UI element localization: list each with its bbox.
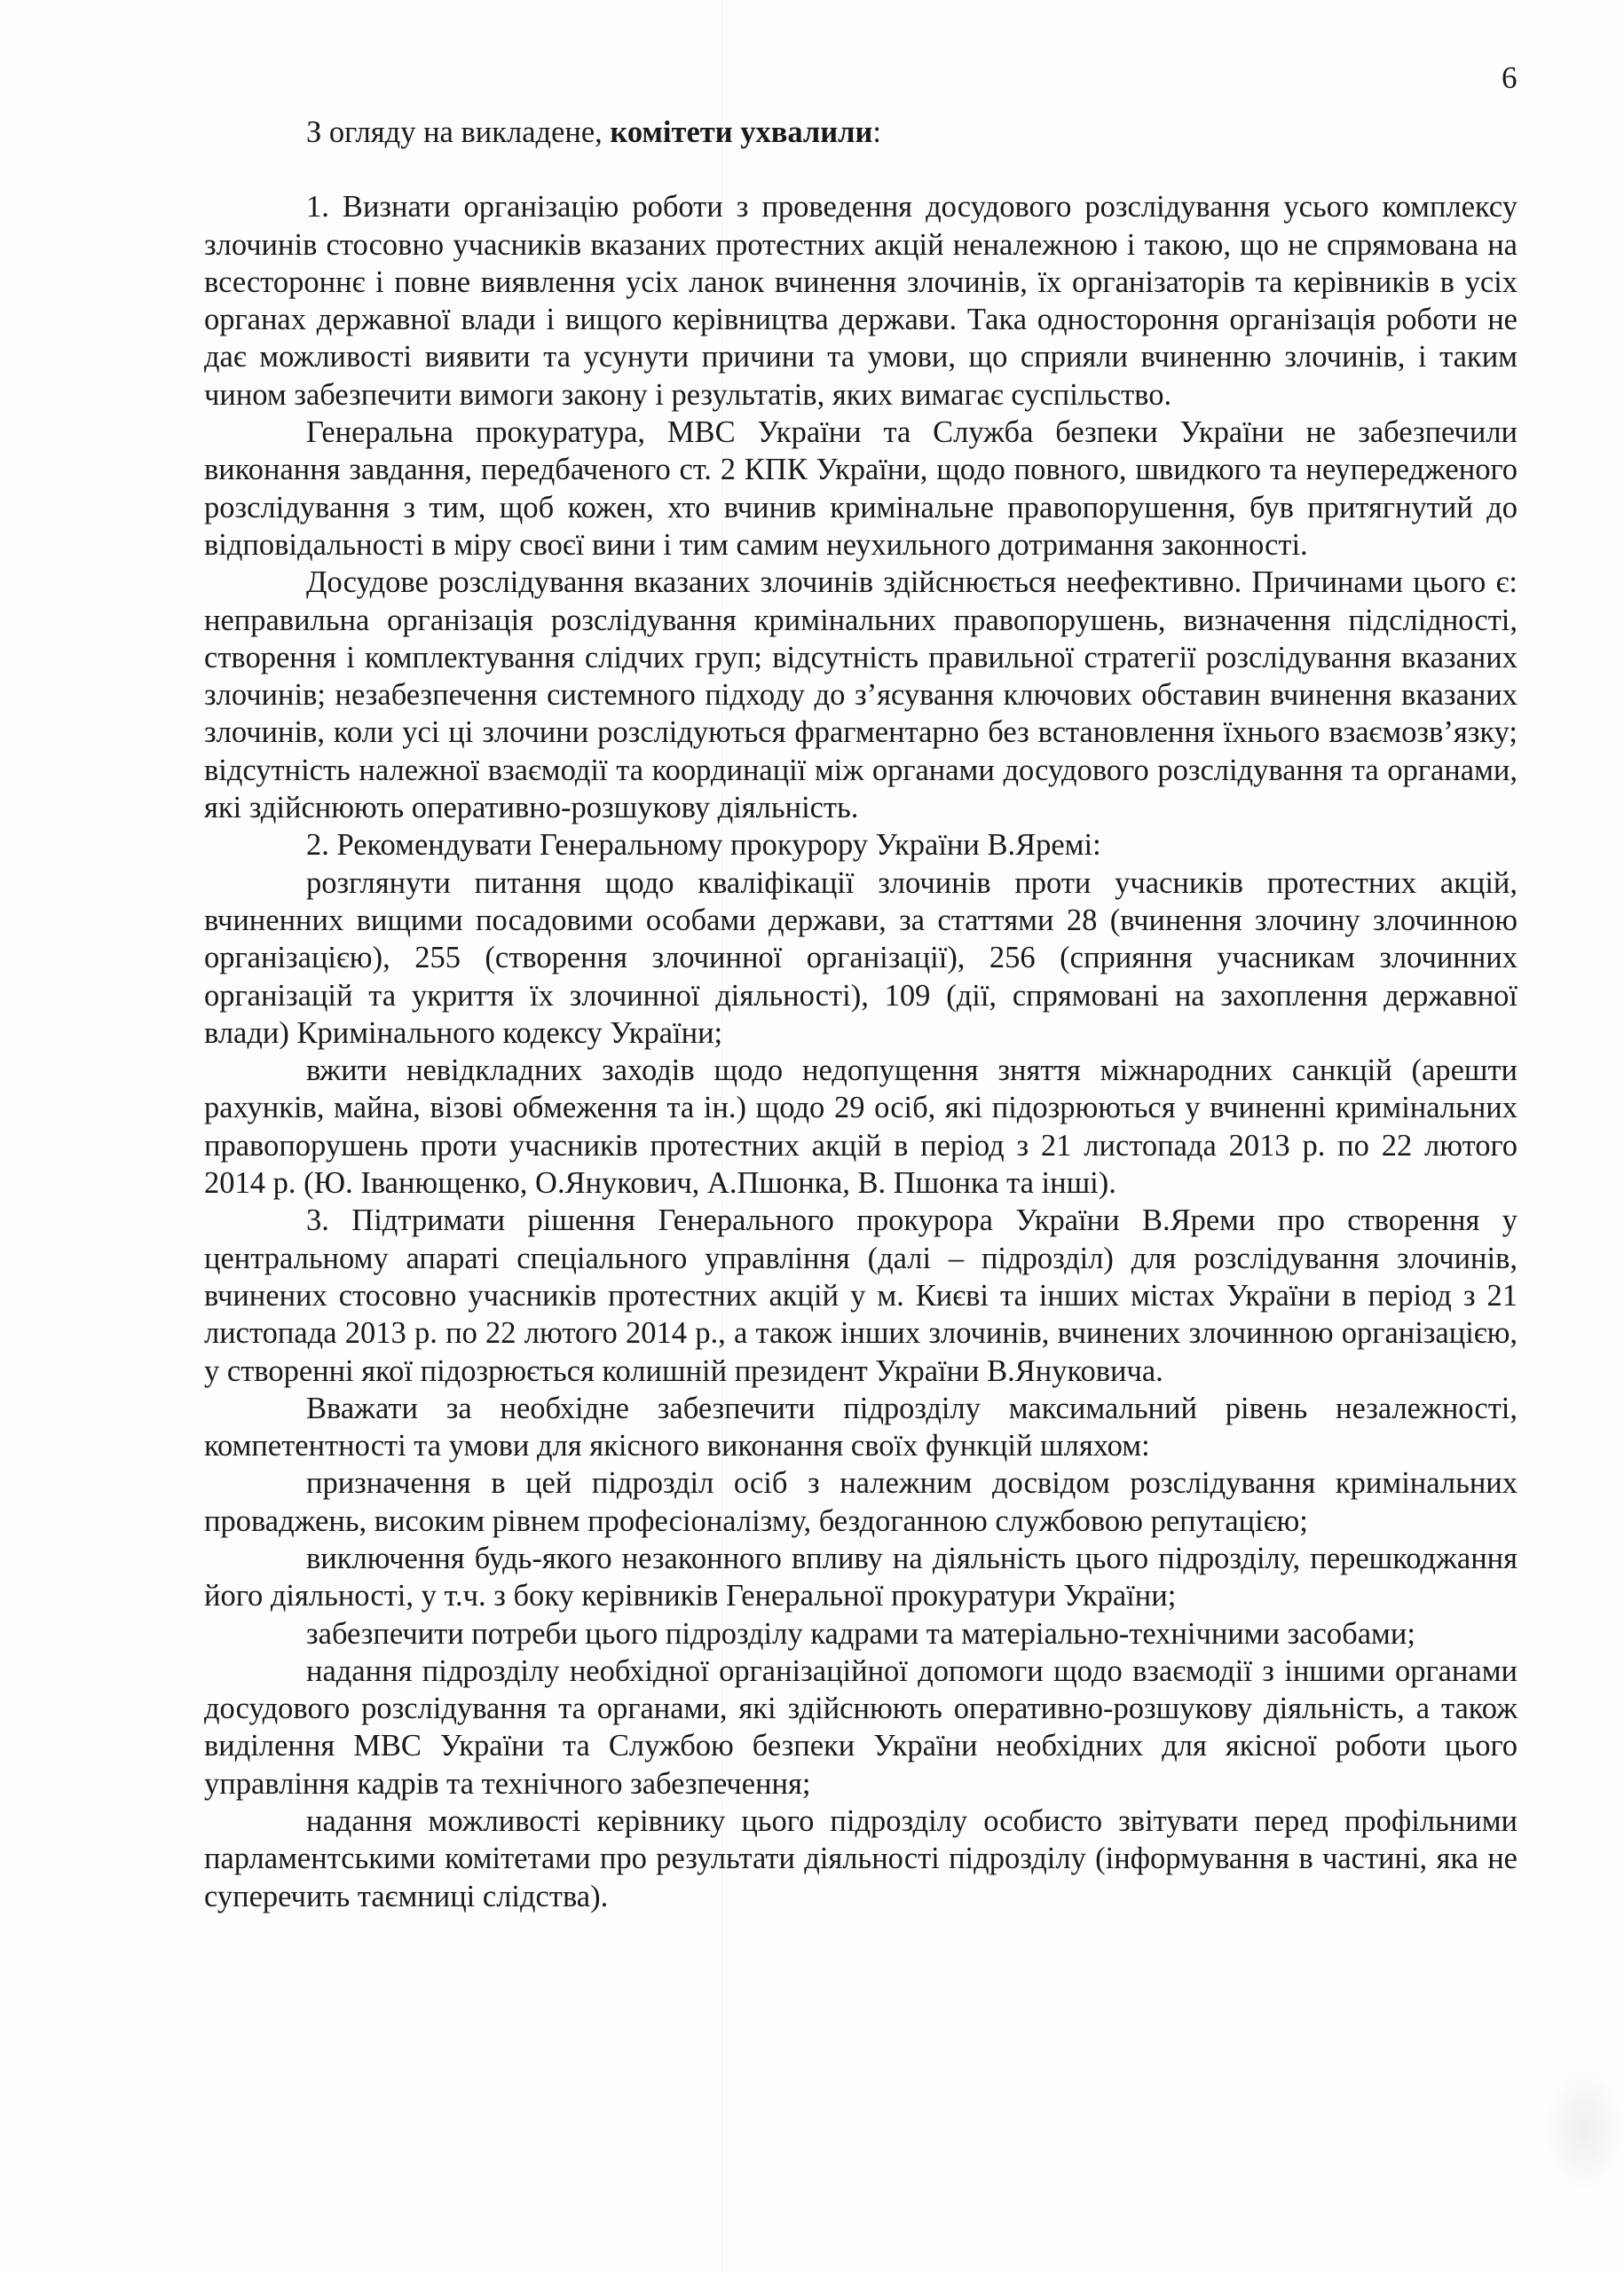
paragraph-item-1: 1. Визнати організацію роботи з проведення досудового розслідування усього комплексу злочинів стосовно учасників вказаних протестних акцій неналежною і такою, що не спрямована на всестороннє і повне виявлення усіх ланок вчинення злочинів, їх організаторів та керівників в усіх органах державної влади і вищого керівництва держави. Така одностороння організація роботи не дає можливості виявити та усунути причини та умови, що сприяли вчиненню злочинів, і таким чином забезпечити вимоги закону і результатів, яких вимагає суспільство. bbox=[204, 190, 1518, 412]
paragraph-ineffective-investigation: Досудове розслідування вказаних злочинів здійснюється неефективно. Причинами цього є: неправильна організація розслідування кримінальних правопорушень, визначення підслідності, створення і комплектування слідчих груп; відсутність правильної стратегії розслідування вказаних злочинів; незабезпечення системного підходу до з’ясування ключових обставин вчинення вказаних злочинів, коли усі ці злочини розслідуються фрагментарно без встановлення їхнього взаємозв’язку; відсутність належної взаємодії та координації між органами досудового розслідування та органами, які здійснюють оперативно-розшукову діяльність. bbox=[204, 565, 1518, 825]
paragraph-item-3: 3. Підтримати рішення Генерального прокурора України В.Яреми про створення у центральному апараті спеціального управління (далі – підрозділ) для розслідування злочинів, вчинених стосовно учасників протестних акцій у м. Києві та інших містах України в період з 21 листопада 2013 р. по 22 лютого 2014 р., а також інших злочинів, вчинених злочинною організацією, у створенні якої підозрюється колишній президент України В.Януковича. bbox=[204, 1203, 1518, 1388]
scan-smudge bbox=[1544, 2068, 1624, 2192]
paragraph-reporting: надання можливості керівнику цього підрозділу особисто звітувати перед профільними парламентськими комітетами про результати діяльності підрозділу (інформування в частині, яка не суперечить таємниці слідства). bbox=[204, 1804, 1518, 1913]
paragraph-prosecution-failure: Генеральна прокуратура, МВС України та Служба безпеки України не забезпечили виконання завдання, передбаченого ст. 2 КПК України, щодо повного, швидкого та неупередженого розслідування з тим, щоб кожен, хто вчинив кримінальне правопорушення, був притягнутий до відповідальності в міру своєї вини і тим самим неухильного дотримання законності. bbox=[204, 415, 1518, 562]
intro-text: З огляду на викладене, bbox=[306, 115, 611, 149]
paragraph-no-influence: виключення будь-якого незаконного впливу на діяльність цього підрозділу, перешкоджання його діяльності, у т.ч. з боку керівників Генеральної прокуратури України; bbox=[204, 1541, 1518, 1613]
intro-suffix: : bbox=[872, 115, 881, 149]
paragraph-assistance: надання підрозділу необхідної організаційної допомоги щодо взаємодії з іншими органами досудового розслідування та органами, які здійснюють оперативно-розшукову діяльність, а також виділення МВС України та Службою безпеки України необхідних для якісної роботи цього управління кадрів та технічного забезпечення; bbox=[204, 1653, 1518, 1801]
paragraph-sanctions: вжити невідкладних заходів щодо недопущення зняття міжнародних санкцій (арешти рахунків, майна, візові обмеження та ін.) щодо 29 осіб, які підозрюються у вчиненні кримінальних правопорушень проти учасників протестних акцій в період з 21 листопада 2013 р. по 22 лютого 2014 р. (Ю. Іванющенко, О.Янукович, А.Пшонка, В. Пшонка та інші). bbox=[204, 1053, 1518, 1201]
paragraph-resources: забезпечити потреби цього підрозділу кадрами та матеріально-технічними засобами; bbox=[306, 1616, 1415, 1651]
paragraph-staffing: призначення в цей підрозділ осіб з належним досвідом розслідування кримінальних проваджень, високим рівнем професіоналізму, бездоганною службовою репутацією; bbox=[204, 1466, 1518, 1538]
intro-paragraph bbox=[204, 114, 1518, 151]
page-number: 6 bbox=[1502, 60, 1518, 95]
document-body bbox=[204, 114, 1518, 1915]
paragraph-item-2: 2. Рекомендувати Генеральному прокурору України В.Яремі: bbox=[306, 828, 1101, 863]
intro-bold-text: комітети ухвалили bbox=[610, 115, 873, 149]
paragraph-independence: Вважати за необхідне забезпечити підрозділу максимальний рівень незалежності, компетентності та умови для якісного виконання своїх функцій шляхом: bbox=[204, 1391, 1518, 1463]
paragraph-qualification: розглянути питання щодо кваліфікації злочинів проти учасників протестних акцій, вчиненних вищими посадовими особами держави, за статтями 28 (вчинення злочину злочинною організацією), 255 (створення злочинної організації), 256 (сприяння учасникам злочинних організацій та укриття їх злочинної діяльності), 109 (дії, спрямовані на захоплення державної влади) Кримінального кодексу України; bbox=[204, 865, 1518, 1050]
